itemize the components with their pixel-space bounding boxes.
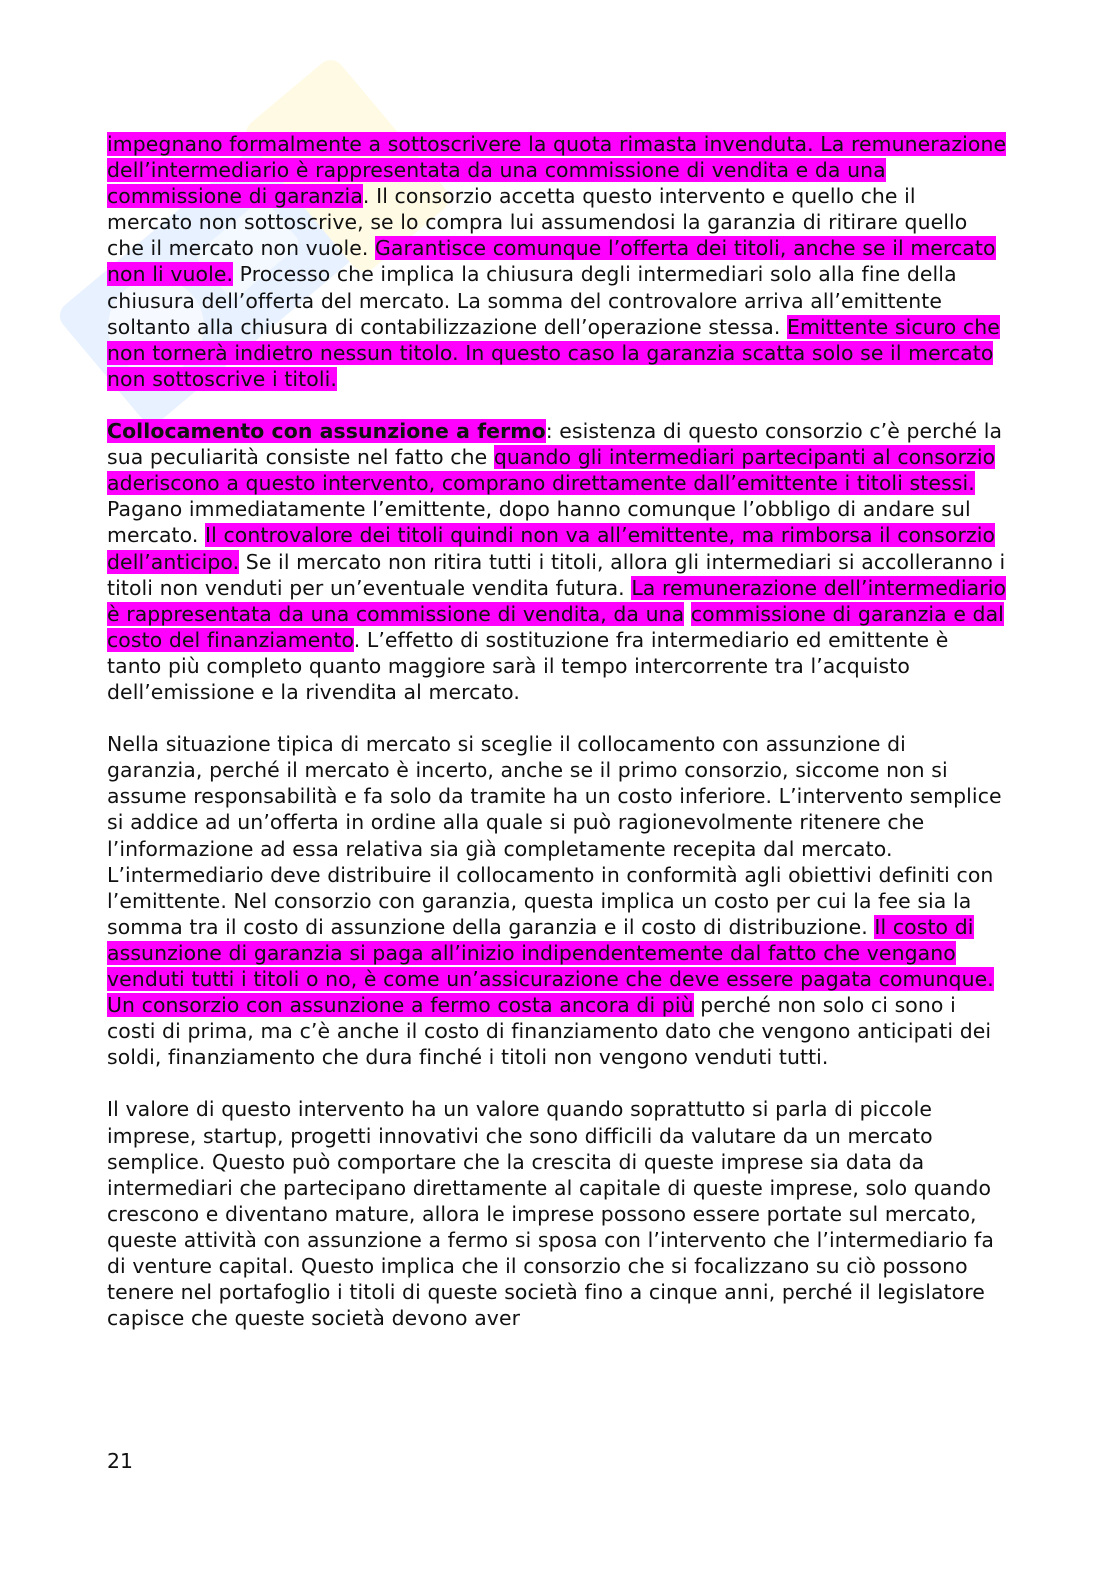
highlighted-text: commissione di garanzia e dal costo del finanziamento (107, 601, 1004, 652)
text-segment: . L’effetto di sostituzione fra intermediario ed emittente è tanto più completo quanto maggiore sarà il tempo intercorrente tra l’acquisto dell’emissione e la rivendita al mercato. (107, 627, 949, 704)
highlighted-text: quando gli intermediari partecipanti al consorzio aderiscono a questo intervento, comprano direttamente dall’emittente i titoli stessi. (107, 445, 996, 496)
highlighted-text: Collocamento con assunzione a fermo (107, 419, 546, 444)
text-segment: Se il mercato non ritira tutti i titoli, allora gli intermediari si accolleranno i titoli non venduti per un’eventuale vendita futura. (107, 549, 1006, 600)
text-segment: Nella situazione tipica di mercato si sceglie il collocamento con assunzione di garanzia, perché il mercato è incerto, anche se il primo consorzio, siccome non si assume responsabilità e fa solo da tramite ha un costo inferiore. L’intervento semplice si addice ad un’offerta in ordine alla quale si può ragionevolmente ritenere che l’informazione ad essa relativa sia già completamente recepita dal mercato. L’intermediario deve distribuire il collocamento in conformità agli obiettivi definiti con l’emittente. Nel consorzio con garanzia, questa implica un costo per cui la fee sia la somma tra il costo di assunzione della garanzia e il costo di distribuzione. (107, 732, 1002, 939)
text-segment: : esistenza di questo consorzio c’è perché la sua peculiarità consiste nel fatto che (107, 419, 1003, 470)
text-segment: perché non solo ci sono i costi di prima, ma c’è anche il costo di finanziamento dato che vengono anticipati dei soldi, finanziamento che dura finché i titoli non vengono venduti tutti. (107, 993, 992, 1070)
text-segment: Processo che implica la chiusura degli intermediari solo alla fine della chiusura dell’offerta del mercato. La somma del controvalore arriva all’emittente soltanto alla chiusura di contabilizzazione dell’operazione stessa. (107, 262, 957, 339)
paragraph (107, 131, 1007, 392)
paragraph (107, 418, 1007, 705)
highlighted-text: La remunerazione dell’intermediario è rappresentata da una commissione di vendita, da una (107, 575, 1007, 626)
text-segment (684, 602, 691, 626)
paragraph (107, 1096, 1007, 1331)
document-body (107, 131, 1007, 1357)
paragraph (107, 731, 1007, 1070)
text-segment: Pagano immediatamente l’emittente, dopo hanno comunque l’obbligo di andare sul mercato. (107, 497, 971, 548)
highlighted-text: Il costo di assunzione di garanzia si paga all’inizio indipendentemente dal fatto che vengano venduti tutti i titoli o no, è come un’assicurazione che deve essere pagata comunque. Un consorzio con assunzione a fermo costa ancora di più (107, 914, 994, 1018)
text-segment: . Il consorzio accetta questo intervento e quello che il mercato non sottoscrive, se lo compra lui assumendosi la garanzia di ritirare quello che il mercato non vuole. (107, 184, 968, 261)
highlighted-text: Emittente sicuro che non tornerà indietro nessun titolo. In questo caso la garanzia scatta solo se il mercato non sottoscrive i titoli. (107, 314, 1000, 391)
highlighted-text: impegnano formalmente a sottoscrivere la quota rimasta invenduta. La remunerazione dell’intermediario è rappresentata da una commissione di vendita e da una commissione di garanzia (107, 132, 1007, 209)
highlighted-text: Garantisce comunque l’offerta dei titoli, anche se il mercato non li vuole. (107, 236, 996, 287)
highlighted-text: Il controvalore dei titoli quindi non va all’emittente, ma rimborsa il consorzio dell’anticipo. (107, 523, 996, 574)
page-number: 21 (107, 1449, 133, 1473)
text-segment: Il valore di questo intervento ha un valore quando soprattutto si parla di piccole imprese, startup, progetti innovativi che sono difficili da valutare da un mercato semplice. Questo può comportare che la crescita di queste imprese sia data da intermediari che partecipano direttamente al capitale di queste imprese, solo quando crescono e diventano mature, allora le imprese possono essere portate sul mercato, queste attività con assunzione a fermo si sposa con l’intervento che l’intermediario fa di venture capital. Questo implica che il consorzio che si focalizzano su ciò possono tenere nel portafoglio i titoli di queste società fino a cinque anni, perché il legislatore capisce che queste società devono aver (107, 1097, 994, 1331)
